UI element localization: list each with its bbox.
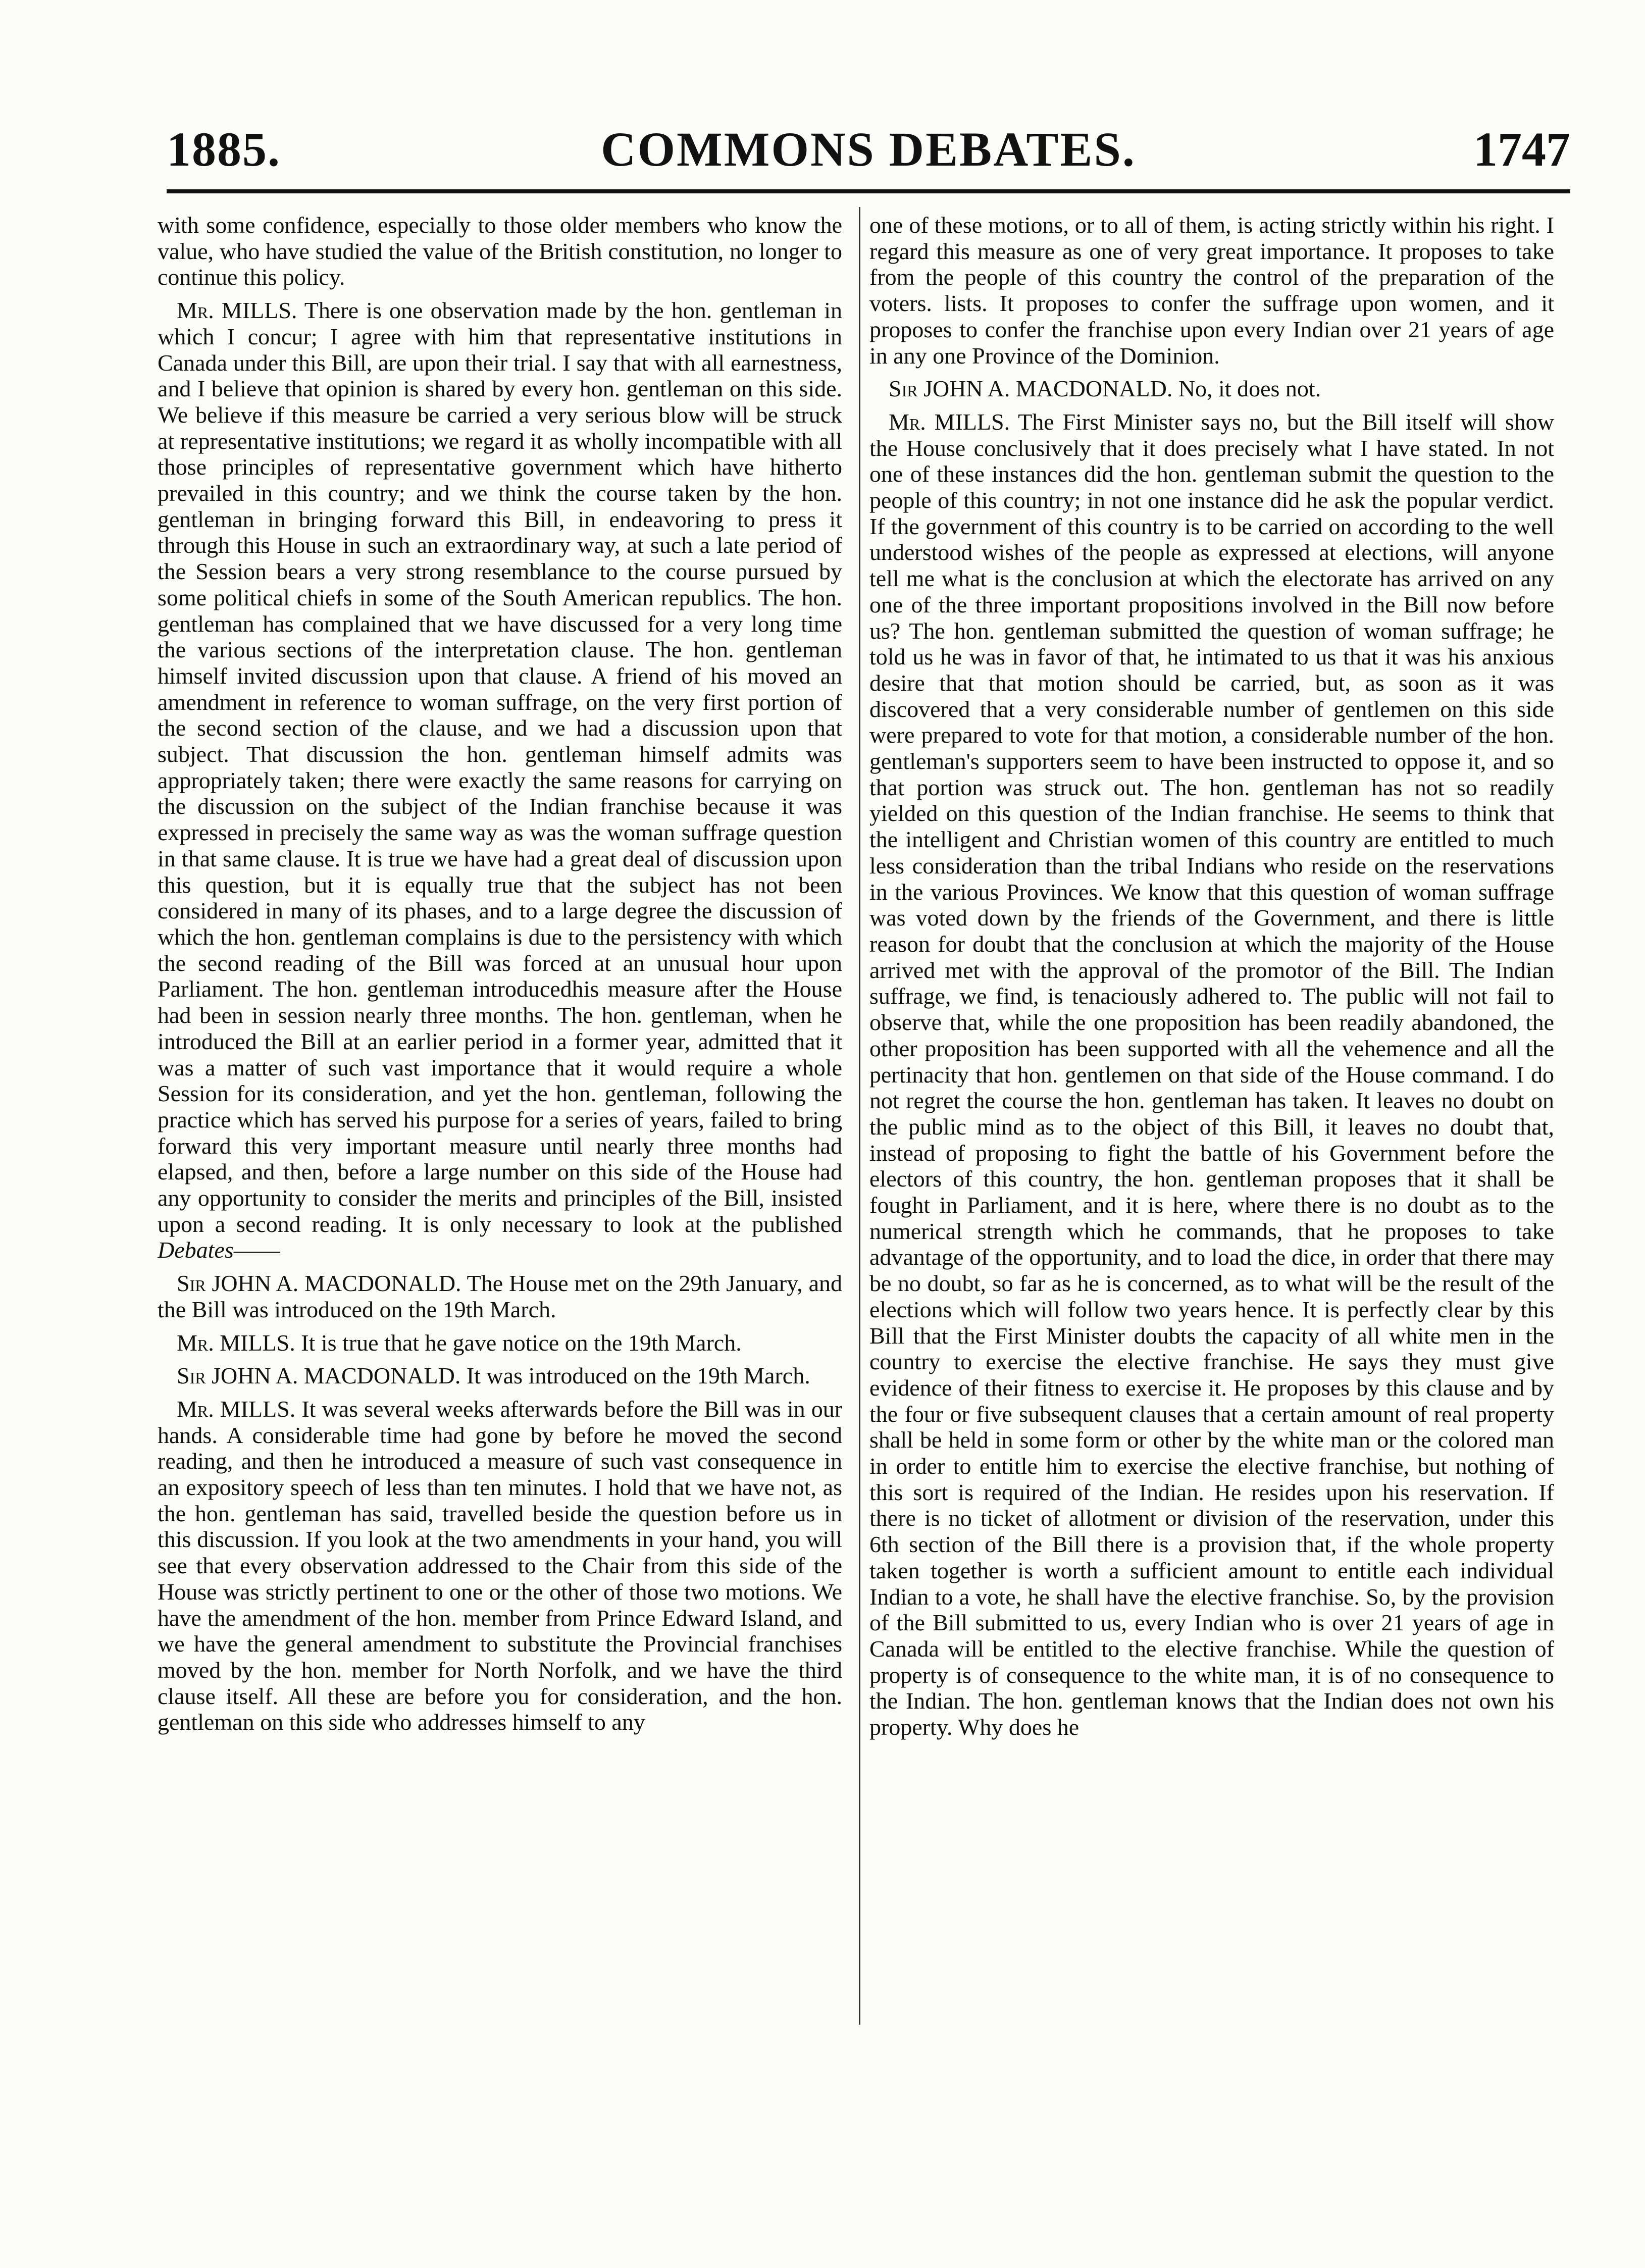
paragraph: Mr. MILLS. There is one observation made by the hon. gentleman in which I concur; I agree with him that representative institutions in Canada under this Bill, are upon their trial. I say that with all earnestness, and I believe that opinion is shared by every hon. gentleman on this side. We believe if this measure be carried a very serious blow will be struck at representative institutions; we regard it as wholly incompatible with all those principles of representative government which have hitherto prevailed in this country; and we think the course taken by the hon. gentleman in bringing forward this Bill, in endeavoring to press it through this House in such an extraordinary way, at such a late period of the Session bears a very strong resemblance to the course pursued by some political chiefs in some of the South American republics. The hon. gentleman has complained that we have discussed for a very long time the various sections of the interpretation clause. The hon. gentleman himself invited discussion upon that clause. A friend of his moved an amendment in reference to woman suffrage, on the very first portion of the second section of the clause, and we had a discussion upon that subject. That discussion the hon. gentleman himself admits was appropriately taken; there were exactly the same reasons for carrying on the discussion on the subject of the Indian franchise because it was expressed in precisely the same way as was the woman suffrage question in that same clause. It is true we have had a great deal of discussion upon this question, but it is equally true that the subject has not been considered in many of its phases, and to a large degree the discussion of which the hon. gentleman complains is due to the persistency with which the second reading of the Bill was forced at an unusual hour upon Parliament. The hon. gentleman introducedhis measure after the House had been in session nearly three months. The hon. gentleman, when he introduced the Bill at an earlier period in a former year, admitted that it was a matter of such vast importance that it would require a whole Session for its consideration, and yet the hon. gentleman, following the practice which has served his purpose for a series of years, failed to bring forward this very important measure until nearly three months had elapsed, and then, before a large number on this side of the House had any opportunity to consider the merits and principles of the Bill, insisted upon a second reading. It is only necessary to look at the published Debates—— — [158, 297, 842, 1263]
speech-text: It was several weeks afterwards before the Bill was in our hands. A considerable time had gone by before he moved the second reading, and then he introduced a measure of such vast consequence in an expository speech of less than ten minutes. I hold that we have not, as the hon. gentleman has said, travelled beside the question before us in this discussion. If you look at the two amendments in your hand, you will see that every observation addressed to the Chair from this side of the House was strictly pertinent to one or the other of those two motions. We have the amendment of the hon. member from Prince Edward Island, and we have the general amendment to substitute the Provincial franchises moved by the hon. member for North Norfolk, and we have the third clause itself. All these are before you for consideration, and the hon. gentleman on this side who addresses himself to any — [158, 1396, 843, 1735]
speech-text: The First Minister says no, but the Bill itself will show the House conclusively that it does precisely what I have stated. In not one of these instances did the hon. gentleman submit the question to the people of this country; in not one instance did he ask the popular verdict. If the government of this country is to be carried on according to the well understood wishes of the people as expressed at elections, will anyone tell me what is the conclusion at which the electorate has arrived on any one of the three important propositions involved in the Bill now before us? The hon. gentleman submitted the question of woman suffrage; he told us he was in favor of that, he intimated to us that it was his anxious desire that that motion should be carried, but, as soon as it was discovered that a very considerable number of gentlemen on this side were prepared to vote for that motion, a considerable number of the hon. gentleman's supporters seem to have been instructed to oppose it, and so that portion was struck out. The hon. gentleman has not so readily yielded on this question of the Indian franchise. He seems to think that the intelligent and Christian women of this country are entitled to much less consideration than the tribal Indians who reside on the reservations in the various Provinces. We know that this question of woman suffrage was voted down by the friends of the Government, and there is little reason for doubt that the conclusion at which the majority of the House arrived met with the approval of the promotor of the Bill. The Indian suffrage, we find, is tenaciously adhered to. The public will not fail to observe that, while the one proposition has been readily abandoned, the other proposition has been supported with all the vehemence and all the pertinacity that hon. gentlemen on that side of the House command. I do not regret the course the hon. gentleman has taken. It leaves no doubt on the public mind as to the object of this Bill, it leaves no doubt that, instead of proposing to fight the battle of his Government before the electors of this country, the hon. gentleman proposes that it shall be fought in Parliament, and it is here, where there is no doubt as to the numerical strength which he commands, that he proposes to take advantage of the opportunity, and to load the dice, in order that there may be no doubt, so far as he is concerned, as to what will be the result of the elections which will follow two years hence. It is perfectly clear by this Bill that the First Minister doubts the capacity of all white men in the country to exercise the elective franchise. He says they must give evidence of their fitness to exercise it. He proposes by this clause and by the four or five subsequent clauses that a certain amount of real property shall be held in some form or other by the white man or the colored man in order to entitle him to exercise the elective franchise, but nothing of this sort is required of the Indian. He resides upon his reservation. If there is no ticket of allotment or division of the reservation, under this 6th section of the Bill there is a provision that, if the whole property taken together is worth a sufficient amount to entitle each individual Indian to a vote, he shall have the elective franchise. So, by the provision of the Bill submitted to us, every Indian who is over 21 years of age in Canada will be entitled to the elective franchise. While the question of property is of consequence to the white man, it is of no consequence to the Indian. The hon. gentleman knows that the Indian does not own his property. Why does he — [869, 408, 1555, 1740]
paragraph — [158, 1330, 842, 1356]
speaker-name: Sir JOHN A. MACDONALD. — [177, 1270, 461, 1297]
italic-term: Debates — [158, 1237, 234, 1263]
page-header — [167, 121, 1570, 182]
speech-text: The House met on the 29th January, and the Bill was introduced on the 19th March. — [158, 1270, 842, 1322]
speaker-name: Mr. MILLS. — [889, 408, 1010, 435]
speaker-name: Sir JOHN A. MACDONALD. — [889, 376, 1173, 402]
paragraph — [158, 1270, 842, 1322]
speech-text: It is true that he gave notice on the 19th March. — [301, 1329, 742, 1356]
speaker-name: Sir JOHN A. MACDONALD. — [177, 1363, 461, 1389]
header-year: 1885. — [167, 122, 281, 176]
paragraph: one of these motions, or to all of them, is acting strictly within his right. I regard this measure as one of very great importance. It proposes to take from the people of this country the control of the preparation of the voters. lists. It proposes to confer the suffrage upon women, and it proposes to confer the franchise upon every Indian over 21 years of age in any one Province of the Dominion. — [869, 212, 1554, 369]
header-rule — [167, 189, 1570, 193]
header-title: COMMONS DEBATES. — [601, 122, 1136, 176]
speaker-name: Mr. MILLS. — [177, 1329, 295, 1356]
right-column — [869, 212, 1554, 1747]
paragraph: with some confidence, especially to those older members who know the value, who have studied the value of the British constitution, no longer to continue this policy. — [158, 212, 842, 290]
speaker-name: Mr. MILLS. — [177, 1396, 296, 1422]
paragraph — [869, 409, 1554, 1740]
speaker-name: Mr. MILLS. — [177, 297, 297, 324]
paragraph — [158, 1363, 842, 1389]
speech-text: No, it does not. — [1178, 376, 1321, 402]
paragraph — [869, 376, 1554, 402]
left-column — [158, 212, 842, 1742]
column-divider — [859, 207, 860, 2025]
speech-text: There is one observation made by the hon. gentleman in which I concur; I agree with him that representative institutions in Canada under this Bill, are upon their trial. I say that with all earnestness, and I believe that opinion is shared by every hon. gentleman on this side. We believe if this measure be carried a very serious blow will be struck at representative institutions; we regard it as wholly incompatible with all those principles of representative government which have hitherto prevailed in this country; and we think the course taken by the hon. gentleman in bringing forward this Bill, in endeavoring to press it through this House in such an extraordinary way, at such a late period of the Session bears a very strong resemblance to the course pursued by some political chiefs in some of the South American republics. The hon. gentleman has complained that we have discussed for a very long time the various sections of the interpretation clause. The hon. gentleman himself invited discussion upon that clause. A friend of his moved an amendment in reference to woman suffrage, on the very first portion of the second section of the clause, and we had a discussion upon that subject. That discussion the hon. gentleman himself admits was appropriately taken; there were exactly the same reasons for carrying on the discussion on the subject of the Indian franchise because it was expressed in precisely the same way as was the woman suffrage question in that same clause. It is true we have had a great deal of discussion upon this question, but it is equally true that the subject has not been considered in many of its phases, and to a large degree the discussion of which the hon. gentleman complains is due to the persistency with which the second reading of the Bill was forced at an unusual hour upon Parliament. The hon. gentleman introducedhis measure after the House had been in session nearly three months. The hon. gentleman, when he introduced the Bill at an earlier period in a former year, admitted that it was a matter of such vast importance that it would require a whole Session for its consideration, and yet the hon. gentleman, following the practice which has served his purpose for a series of years, failed to bring forward this very important measure until nearly three months had elapsed, and then, before a large number on this side of the House had any opportunity to consider the merits and principles of the Bill, insisted upon a second reading. It is only necessary to look at the published — [158, 297, 842, 1237]
paragraph — [158, 1396, 842, 1735]
speech-text: It was introduced on the 19th March. — [466, 1363, 810, 1389]
header-page-number: 1747 — [1473, 122, 1570, 176]
